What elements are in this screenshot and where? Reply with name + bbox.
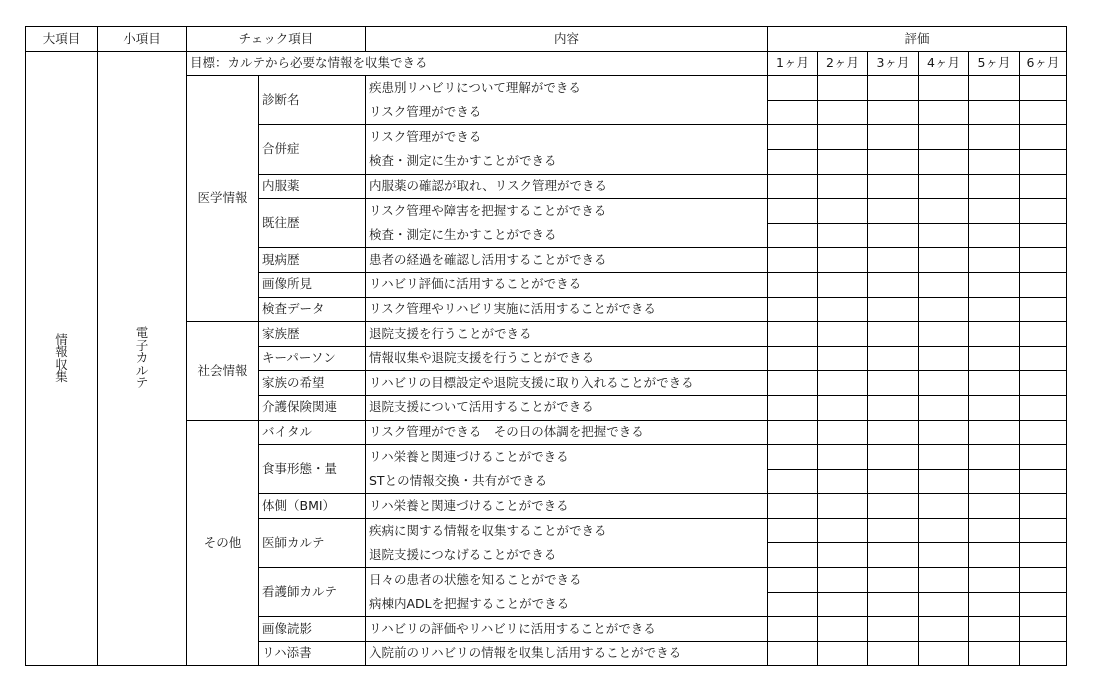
evaluation-cell[interactable] (768, 100, 818, 125)
evaluation-cell[interactable] (818, 297, 868, 322)
evaluation-cell[interactable] (1020, 617, 1067, 642)
category-cell: 社会情報 (187, 322, 259, 420)
evaluation-cell[interactable] (969, 371, 1020, 396)
major-item-char: 報 (55, 344, 68, 360)
evaluation-cell[interactable] (919, 445, 969, 470)
content-text: リスク管理やリハビリ実施に活用することができる (366, 297, 768, 322)
content-text: 病棟内ADLを把握することができる (366, 592, 768, 617)
evaluation-cell[interactable] (919, 100, 969, 125)
check-item-name: 医師カルテ (259, 518, 366, 567)
evaluation-cell[interactable] (818, 272, 868, 297)
evaluation-cell[interactable] (1020, 248, 1067, 273)
evaluation-cell[interactable] (768, 641, 818, 666)
evaluation-cell[interactable] (768, 174, 818, 199)
major-item-char: 収 (55, 356, 68, 372)
evaluation-cell[interactable] (919, 543, 969, 568)
evaluation-cell[interactable] (969, 641, 1020, 666)
evaluation-cell[interactable] (768, 322, 818, 347)
evaluation-cell[interactable] (919, 592, 969, 617)
evaluation-cell[interactable] (1020, 297, 1067, 322)
evaluation-cell[interactable] (919, 174, 969, 199)
evaluation-cell[interactable] (868, 100, 919, 125)
category-cell: その他 (187, 420, 259, 666)
check-item-name: 画像読影 (259, 617, 366, 642)
evaluation-cell[interactable] (768, 445, 818, 470)
evaluation-cell[interactable] (818, 322, 868, 347)
evaluation-cell[interactable] (868, 568, 919, 593)
content-text: 疾病に関する情報を収集することができる (366, 518, 768, 543)
evaluation-cell[interactable] (1020, 125, 1067, 150)
evaluation-cell[interactable] (818, 223, 868, 248)
evaluation-cell[interactable] (768, 76, 818, 101)
minor-item-char: 子 (135, 337, 149, 353)
month-header: 2ヶ月 (818, 51, 868, 76)
evaluation-cell[interactable] (969, 100, 1020, 125)
evaluation-cell[interactable] (818, 568, 868, 593)
major-item-char: 情 (55, 331, 68, 347)
header-content: 内容 (366, 27, 768, 52)
evaluation-cell[interactable] (768, 469, 818, 494)
evaluation-cell[interactable] (818, 420, 868, 445)
evaluation-cell[interactable] (768, 272, 818, 297)
check-item-name: 食事形態・量 (259, 445, 366, 494)
evaluation-cell[interactable] (818, 617, 868, 642)
evaluation-cell[interactable] (1020, 149, 1067, 174)
evaluation-cell[interactable] (868, 445, 919, 470)
evaluation-cell[interactable] (1020, 76, 1067, 101)
check-item-name: 現病歴 (259, 248, 366, 273)
content-text: 情報収集や退院支援を行うことができる (366, 346, 768, 371)
evaluation-cell[interactable] (1020, 223, 1067, 248)
evaluation-cell[interactable] (818, 592, 868, 617)
evaluation-cell[interactable] (818, 371, 868, 396)
evaluation-cell[interactable] (969, 518, 1020, 543)
content-text: 退院支援を行うことができる (366, 322, 768, 347)
evaluation-cell[interactable] (868, 125, 919, 150)
check-item-name: 内服薬 (259, 174, 366, 199)
content-text: 日々の患者の状態を知ることができる (366, 568, 768, 593)
evaluation-cell[interactable] (969, 445, 1020, 470)
evaluation-cell[interactable] (919, 371, 969, 396)
evaluation-cell[interactable] (868, 543, 919, 568)
evaluation-cell[interactable] (1020, 518, 1067, 543)
evaluation-cell[interactable] (818, 494, 868, 519)
evaluation-cell[interactable] (969, 568, 1020, 593)
evaluation-cell[interactable] (868, 76, 919, 101)
evaluation-cell[interactable] (768, 518, 818, 543)
evaluation-cell[interactable] (818, 445, 868, 470)
evaluation-cell[interactable] (919, 322, 969, 347)
evaluation-cell[interactable] (868, 371, 919, 396)
evaluation-cell[interactable] (1020, 568, 1067, 593)
minor-item-char: カ (135, 350, 149, 366)
evaluation-cell[interactable] (1020, 494, 1067, 519)
evaluation-cell[interactable] (969, 322, 1020, 347)
evaluation-cell[interactable] (868, 518, 919, 543)
evaluation-cell[interactable] (919, 248, 969, 273)
header-row (26, 27, 1067, 52)
evaluation-cell[interactable] (969, 494, 1020, 519)
evaluation-cell[interactable] (1020, 322, 1067, 347)
evaluation-cell[interactable] (768, 297, 818, 322)
evaluation-cell[interactable] (768, 248, 818, 273)
evaluation-cell[interactable] (919, 76, 969, 101)
content-text: リハビリ評価に活用することができる (366, 272, 768, 297)
evaluation-cell[interactable] (768, 346, 818, 371)
evaluation-cell[interactable] (1020, 395, 1067, 420)
evaluation-cell[interactable] (919, 641, 969, 666)
evaluation-cell[interactable] (768, 223, 818, 248)
evaluation-cell[interactable] (768, 371, 818, 396)
month-header: 3ヶ月 (868, 51, 919, 76)
check-item-name: 検査データ (259, 297, 366, 322)
evaluation-cell[interactable] (969, 543, 1020, 568)
evaluation-cell[interactable] (1020, 592, 1067, 617)
evaluation-cell[interactable] (818, 199, 868, 224)
evaluation-cell[interactable] (1020, 346, 1067, 371)
evaluation-cell[interactable] (818, 543, 868, 568)
evaluation-cell[interactable] (868, 346, 919, 371)
evaluation-cell[interactable] (768, 592, 818, 617)
evaluation-cell[interactable] (868, 174, 919, 199)
evaluation-cell[interactable] (919, 346, 969, 371)
evaluation-cell[interactable] (768, 543, 818, 568)
evaluation-cell[interactable] (1020, 174, 1067, 199)
check-item-name: 介護保険関連 (259, 395, 366, 420)
content-text: リスク管理ができる その日の体調を把握できる (366, 420, 768, 445)
evaluation-cell[interactable] (919, 223, 969, 248)
category-cell: 医学情報 (187, 76, 259, 322)
evaluation-cell[interactable] (1020, 469, 1067, 494)
check-item-name: 診断名 (259, 76, 366, 125)
content-text: 検査・測定に生かすことができる (366, 149, 768, 174)
evaluation-cell[interactable] (818, 149, 868, 174)
evaluation-cell[interactable] (768, 568, 818, 593)
evaluation-cell[interactable] (868, 297, 919, 322)
evaluation-cell[interactable] (868, 494, 919, 519)
evaluation-cell[interactable] (919, 297, 969, 322)
evaluation-cell[interactable] (969, 272, 1020, 297)
content-text: 患者の経過を確認し活用することができる (366, 248, 768, 273)
evaluation-cell[interactable] (868, 248, 919, 273)
evaluation-cell[interactable] (969, 76, 1020, 101)
evaluation-cell[interactable] (969, 199, 1020, 224)
content-text: 内服薬の確認が取れ、リスク管理ができる (366, 174, 768, 199)
check-item-name: リハ添書 (259, 641, 366, 666)
content-text: リスク管理や障害を把握することができる (366, 199, 768, 224)
evaluation-cell[interactable] (818, 469, 868, 494)
evaluation-cell[interactable] (818, 76, 868, 101)
evaluation-cell[interactable] (969, 149, 1020, 174)
goal-row (26, 51, 1067, 76)
evaluation-cell[interactable] (768, 494, 818, 519)
content-text: 退院支援について活用することができる (366, 395, 768, 420)
evaluation-cell[interactable] (1020, 100, 1067, 125)
content-text: 入院前のリハビリの情報を収集し活用することができる (366, 641, 768, 666)
evaluation-cell[interactable] (919, 199, 969, 224)
evaluation-cell[interactable] (768, 420, 818, 445)
check-item-name: 看護師カルテ (259, 568, 366, 617)
evaluation-cell[interactable] (768, 617, 818, 642)
evaluation-cell[interactable] (919, 469, 969, 494)
content-text: リハ栄養と関連づけることができる (366, 445, 768, 470)
minor-item-cell (98, 51, 187, 666)
month-header: 4ヶ月 (919, 51, 969, 76)
content-text: リスク管理ができる (366, 125, 768, 150)
evaluation-cell[interactable] (868, 395, 919, 420)
evaluation-cell[interactable] (969, 346, 1020, 371)
major-item-cell (26, 51, 98, 666)
month-header: 6ヶ月 (1020, 51, 1067, 76)
header-check-item: チェック項目 (187, 27, 366, 52)
evaluation-cell[interactable] (818, 125, 868, 150)
check-item-name: 体側（BMI） (259, 494, 366, 519)
evaluation-cell[interactable] (969, 125, 1020, 150)
evaluation-cell[interactable] (969, 469, 1020, 494)
evaluation-cell[interactable] (768, 125, 818, 150)
evaluation-cell[interactable] (1020, 420, 1067, 445)
evaluation-cell[interactable] (969, 174, 1020, 199)
evaluation-cell[interactable] (868, 272, 919, 297)
check-item-name: キーパーソン (259, 346, 366, 371)
evaluation-cell[interactable] (868, 420, 919, 445)
evaluation-cell[interactable] (1020, 641, 1067, 666)
evaluation-cell[interactable] (818, 395, 868, 420)
minor-item-char: ル (135, 362, 149, 378)
major-item-char: 集 (55, 369, 68, 385)
evaluation-cell[interactable] (868, 223, 919, 248)
evaluation-cell[interactable] (818, 518, 868, 543)
evaluation-cell[interactable] (868, 322, 919, 347)
content-text: 退院支援につなげることができる (366, 543, 768, 568)
evaluation-cell[interactable] (919, 568, 969, 593)
evaluation-cell[interactable] (919, 518, 969, 543)
evaluation-cell[interactable] (919, 149, 969, 174)
evaluation-cell[interactable] (969, 617, 1020, 642)
month-header: 1ヶ月 (768, 51, 818, 76)
check-item-name: 画像所見 (259, 272, 366, 297)
evaluation-cell[interactable] (818, 248, 868, 273)
evaluation-cell[interactable] (818, 174, 868, 199)
evaluation-cell[interactable] (868, 149, 919, 174)
evaluation-cell[interactable] (969, 297, 1020, 322)
evaluation-cell[interactable] (1020, 543, 1067, 568)
month-header: 5ヶ月 (969, 51, 1020, 76)
evaluation-cell[interactable] (969, 420, 1020, 445)
content-text: 検査・測定に生かすことができる (366, 223, 768, 248)
check-item-name: 家族歴 (259, 322, 366, 347)
evaluation-cell[interactable] (868, 641, 919, 666)
content-text: リハ栄養と関連づけることができる (366, 494, 768, 519)
content-text: 疾患別リハビリについて理解ができる (366, 76, 768, 101)
content-text: リハビリの評価やリハビリに活用することができる (366, 617, 768, 642)
evaluation-cell[interactable] (768, 395, 818, 420)
evaluation-cell[interactable] (919, 272, 969, 297)
header-major: 大項目 (26, 27, 98, 52)
evaluation-cell[interactable] (1020, 272, 1067, 297)
evaluation-checklist-table (25, 26, 1067, 666)
minor-item-char: 電 (135, 325, 149, 341)
evaluation-cell[interactable] (818, 641, 868, 666)
evaluation-cell[interactable] (919, 494, 969, 519)
evaluation-cell[interactable] (818, 100, 868, 125)
evaluation-cell[interactable] (919, 617, 969, 642)
content-text: リハビリの目標設定や退院支援に取り入れることができる (366, 371, 768, 396)
evaluation-cell[interactable] (768, 199, 818, 224)
check-item-name: 家族の希望 (259, 371, 366, 396)
evaluation-cell[interactable] (868, 469, 919, 494)
content-text: リスク管理ができる (366, 100, 768, 125)
evaluation-cell[interactable] (919, 125, 969, 150)
evaluation-cell[interactable] (919, 420, 969, 445)
evaluation-cell[interactable] (1020, 199, 1067, 224)
evaluation-cell[interactable] (919, 395, 969, 420)
evaluation-cell[interactable] (969, 592, 1020, 617)
evaluation-cell[interactable] (818, 346, 868, 371)
evaluation-cell[interactable] (868, 592, 919, 617)
check-item-name: バイタル (259, 420, 366, 445)
evaluation-cell[interactable] (1020, 445, 1067, 470)
evaluation-cell[interactable] (969, 223, 1020, 248)
evaluation-cell[interactable] (1020, 371, 1067, 396)
evaluation-cell[interactable] (868, 199, 919, 224)
evaluation-cell[interactable] (868, 617, 919, 642)
goal-text: 目標：カルテから必要な情報を収集できる (187, 51, 768, 76)
check-item-name: 既往歴 (259, 199, 366, 248)
evaluation-cell[interactable] (969, 248, 1020, 273)
check-item-name: 合併症 (259, 125, 366, 174)
header-minor: 小項目 (98, 27, 187, 52)
minor-item-char: テ (135, 375, 149, 391)
content-text: STとの情報交換・共有ができる (366, 469, 768, 494)
header-evaluation: 評価 (768, 27, 1067, 52)
evaluation-cell[interactable] (969, 395, 1020, 420)
evaluation-cell[interactable] (768, 149, 818, 174)
